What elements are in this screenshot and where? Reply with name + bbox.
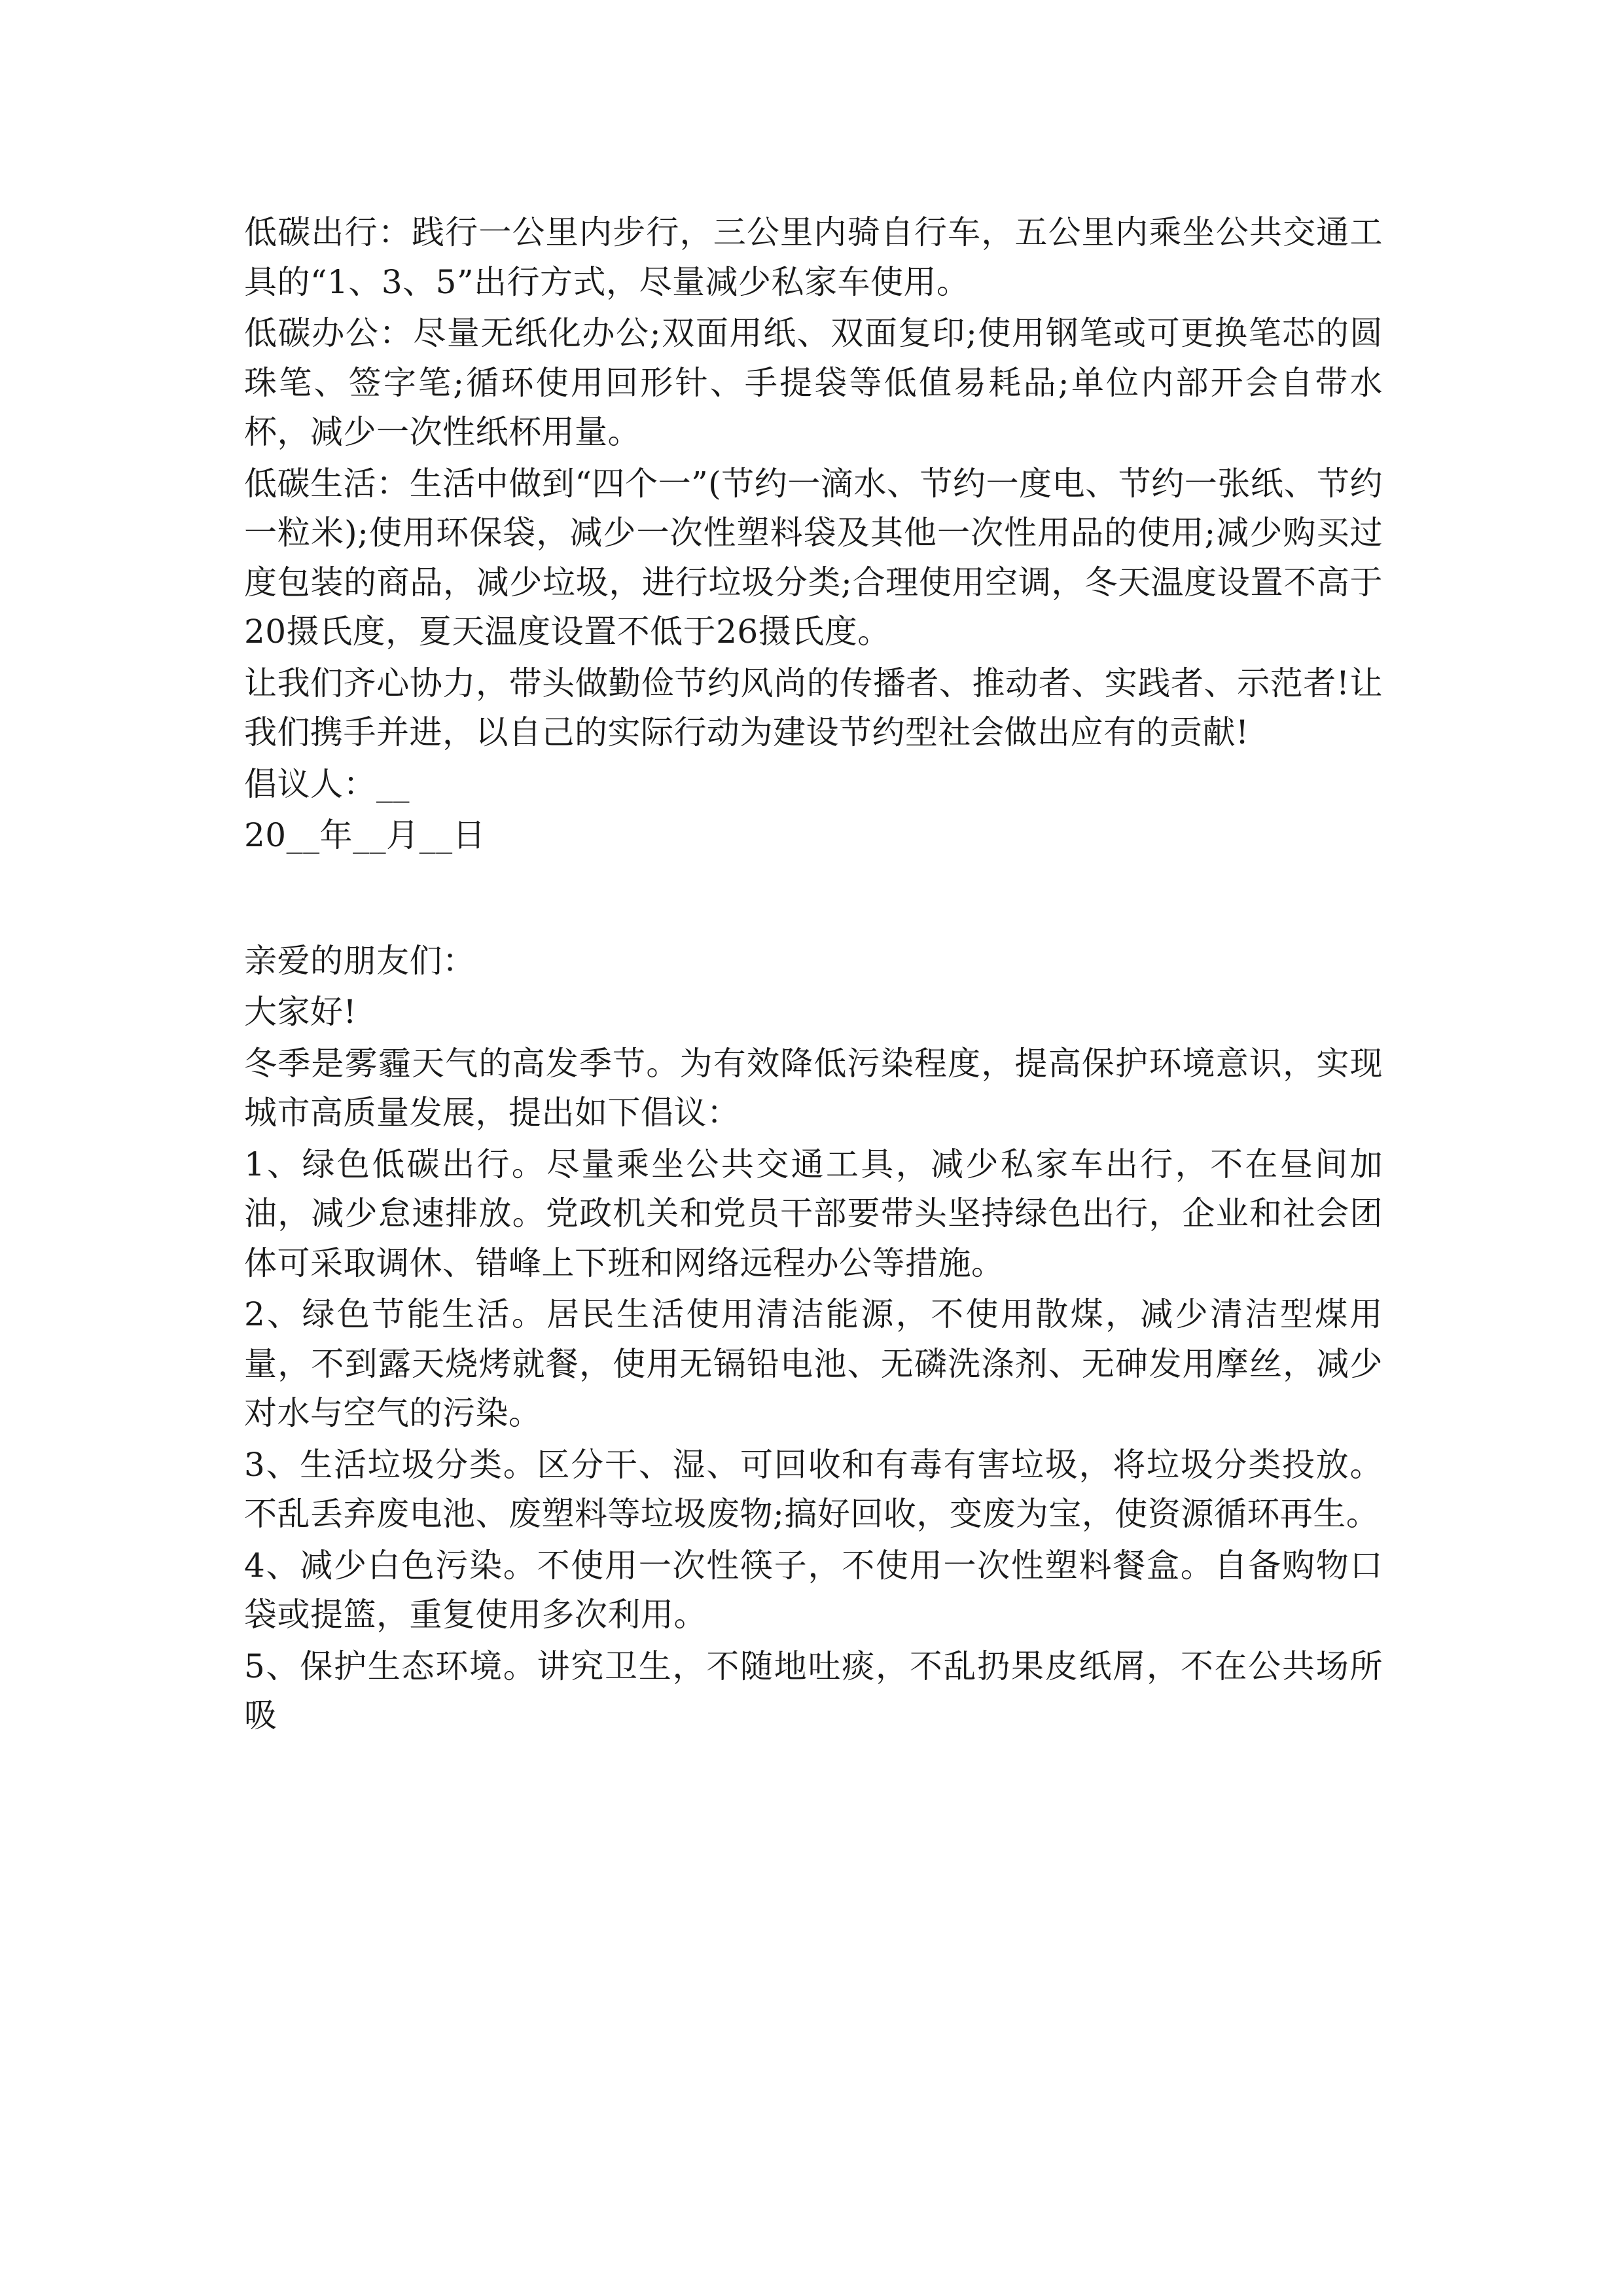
proposal-item-4: 4、减少白色污染。不使用一次性筷子，不使用一次性塑料餐盒。自备购物口袋或提篮，重复使用多次利用。 (244, 1546, 1383, 1634)
proposal-date: 20__年__月__日 (244, 816, 486, 854)
paragraph-low-carbon-life: 低碳生活：生活中做到“四个一”(节约一滴水、节约一度电、节约一张纸、节约一粒米);使用环保袋，减少一次性塑料袋及其他一次性用品的使用;减少购买过度包装的商品，减少垃圾，进行垃圾分类;合理使用空调，冬天温度设置不高于20摄氏度，夏天温度设置不低于26摄氏度。 (244, 464, 1383, 651)
greeting: 大家好! (244, 993, 357, 1031)
low-carbon-section (244, 208, 1383, 861)
proposal-item-2: 2、绿色节能生活。居民生活使用清洁能源，不使用散煤，减少清洁型煤用量，不到露天烧烤就餐，使用无镉铅电池、无磷洗涤剂、无砷发用摩丝，减少对水与空气的污染。 (244, 1295, 1383, 1432)
section-spacer (244, 863, 1383, 937)
proposal-item-3: 3、生活垃圾分类。区分干、湿、可回收和有毒有害垃圾，将垃圾分类投放。不乱丢弃废电池、废塑料等垃圾废物;搞好回收，变废为宝，使资源循环再生。 (244, 1445, 1383, 1533)
proposal-item-1: 1、绿色低碳出行。尽量乘坐公共交通工具，减少私家车出行，不在昼间加油，减少怠速排放。党政机关和党员干部要带头坚持绿色出行，企业和社会团体可采取调休、错峰上下班和网络远程办公等措施。 (244, 1145, 1383, 1282)
paragraph-low-carbon-travel: 低碳出行：践行一公里内步行，三公里内骑自行车，五公里内乘坐公共交通工具的“1、3、5”出行方式，尽量减少私家车使用。 (244, 213, 1383, 301)
salutation: 亲爱的朋友们： (244, 941, 476, 980)
proposer-signature: 倡议人：__ (244, 764, 410, 803)
document-body (244, 208, 1383, 1743)
proposal-item-5: 5、保护生态环境。讲究卫生，不随地吐痰，不乱扔果皮纸屑，不在公共场所吸 (244, 1647, 1383, 1734)
paragraph-closing-appeal: 让我们齐心协力，带头做勤俭节约风尚的传播者、推动者、实践者、示范者!让我们携手并进，以自己的实际行动为建设节约型社会做出应有的贡献! (244, 664, 1383, 751)
paragraph-low-carbon-office: 低碳办公：尽量无纸化办公;双面用纸、双面复印;使用钢笔或可更换笔芯的圆珠笔、签字笔;循环使用回形针、手提袋等低值易耗品;单位内部开会自带水杯，减少一次性纸杯用量。 (244, 314, 1383, 451)
paragraph-introduction: 冬季是雾霾天气的高发季节。为有效降低污染程度，提高保护环境意识，实现城市高质量发展，提出如下倡议： (244, 1044, 1383, 1132)
smog-proposal-section (244, 937, 1383, 1741)
